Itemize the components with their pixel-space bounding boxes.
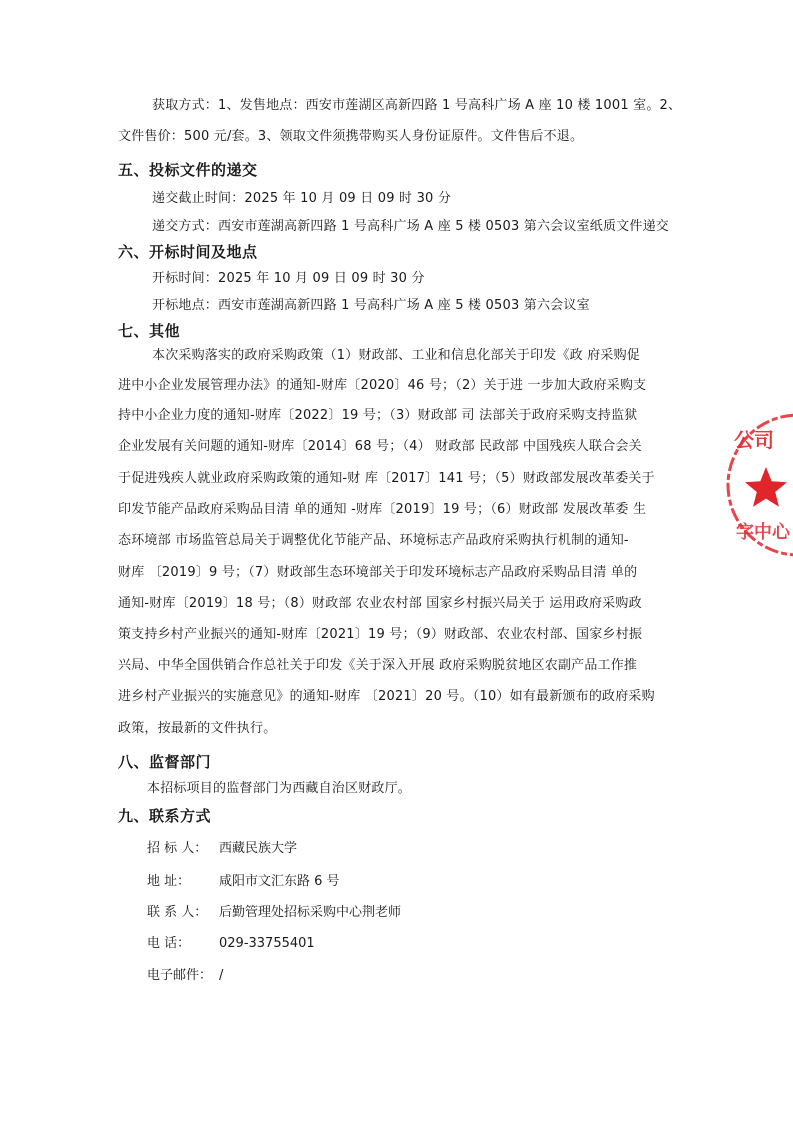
contact-value: 后勤管理处招标采购中心荆老师 [219, 905, 402, 920]
seal-text-top: 公司 [734, 428, 774, 452]
section-7-heading: 七、其他 [118, 322, 181, 340]
policy-line: 印发节能产品政府采购品目清 单的通知 -财库〔2019〕19 号；（6）财政部 发展改革委 生 [118, 502, 647, 517]
contact-row-address [147, 873, 340, 891]
policy-line: 兴局、中华全国供销合作总社关于印发《关于深入开展 政府采购脱贫地区农副产品工作推 [118, 658, 638, 673]
contact-row-phone [147, 935, 315, 953]
acquisition-line-2: 文件售价：500 元/套。3、领取文件须携带购买人身份证原件。文件售后不退。 [118, 129, 584, 144]
section-5-heading: 五、投标文件的递交 [118, 161, 258, 179]
contact-value: / [219, 968, 224, 983]
opening-place: 开标地点：西安市莲湖高新四路 1 号高科广场 A 座 5 楼 0503 第六会议室 [152, 298, 590, 313]
policy-line: 策支持乡村产业振兴的通知-财库〔2021〕19 号；（9）财政部、农业农村部、国家乡村振 [118, 627, 643, 642]
contact-row-person [147, 904, 401, 922]
acquisition-line-1: 获取方式：1、发售地点：西安市莲湖区高新四路 1 号高科广场 A 座 10 楼 1001 室。2、 [152, 98, 682, 113]
supervision-text: 本招标项目的监督部门为西藏自治区财政厅。 [147, 781, 412, 796]
section-6-heading: 六、开标时间及地点 [118, 243, 258, 261]
policy-line: 本次采购落实的政府采购政策（1）财政部、工业和信息化部关于印发《政 府采购促 [152, 348, 641, 363]
policy-line: 企业发展有关问题的通知-财库〔2014〕68 号；（4） 财政部 民政部 中国残疾人联合会关 [118, 439, 642, 454]
policy-line: 于促进残疾人就业政府采购政策的通知-财 库〔2017〕141 号；（5）财政部发展改革委关于 [118, 471, 655, 486]
contact-label: 电 话： [147, 936, 191, 951]
opening-time: 开标时间：2025 年 10 月 09 日 09 时 30 分 [152, 271, 425, 286]
contact-label: 地 址： [147, 874, 191, 889]
company-seal-stamp [722, 405, 793, 565]
policy-line: 持中小企业力度的通知-财库〔2022〕19 号；（3）财政部 司 法部关于政府采购支持监狱 [118, 408, 638, 423]
policy-line: 通知-财库〔2019〕18 号；（8）财政部 农业农村部 国家乡村振兴局关于 运用政府采购政 [118, 596, 642, 611]
contact-value: 029-33755401 [219, 936, 315, 951]
contact-row-email [147, 967, 223, 985]
contact-value: 咸阳市文汇东路 6 号 [219, 874, 340, 889]
section-9-heading: 九、联系方式 [118, 807, 212, 825]
seal-star-icon [745, 467, 787, 507]
policy-line: 政策，按最新的文件执行。 [118, 721, 277, 736]
policy-line: 态环境部 市场监管总局关于调整优化节能产品、环境标志产品政府采购执行机制的通知- [118, 533, 629, 548]
contact-label: 电子邮件： [147, 968, 213, 983]
seal-text-bottom: 字中心 [736, 522, 790, 543]
contact-value: 西藏民族大学 [219, 841, 298, 856]
contact-label: 联 系 人： [147, 905, 208, 920]
policy-line: 进中小企业发展管理办法》的通知-财库〔2020〕46 号；（2）关于进 一步加大政府采购支 [118, 378, 647, 393]
submission-method: 递交方式：西安市莲湖高新四路 1 号高科广场 A 座 5 楼 0503 第六会议室纸质文件递交 [152, 219, 669, 234]
contact-label: 招 标 人： [147, 841, 208, 856]
policy-line: 财库 〔2019〕9 号；（7）财政部生态环境部关于印发环境标志产品政府采购品目清 单的 [118, 565, 638, 580]
submission-deadline: 递交截止时间：2025 年 10 月 09 日 09 时 30 分 [152, 191, 452, 206]
contact-row-tenderer [147, 840, 297, 858]
section-8-heading: 八、监督部门 [118, 753, 212, 771]
policy-line: 进乡村产业振兴的实施意见》的通知-财库 〔2021〕20 号。（10）如有最新颁布的政府采购 [118, 689, 655, 704]
